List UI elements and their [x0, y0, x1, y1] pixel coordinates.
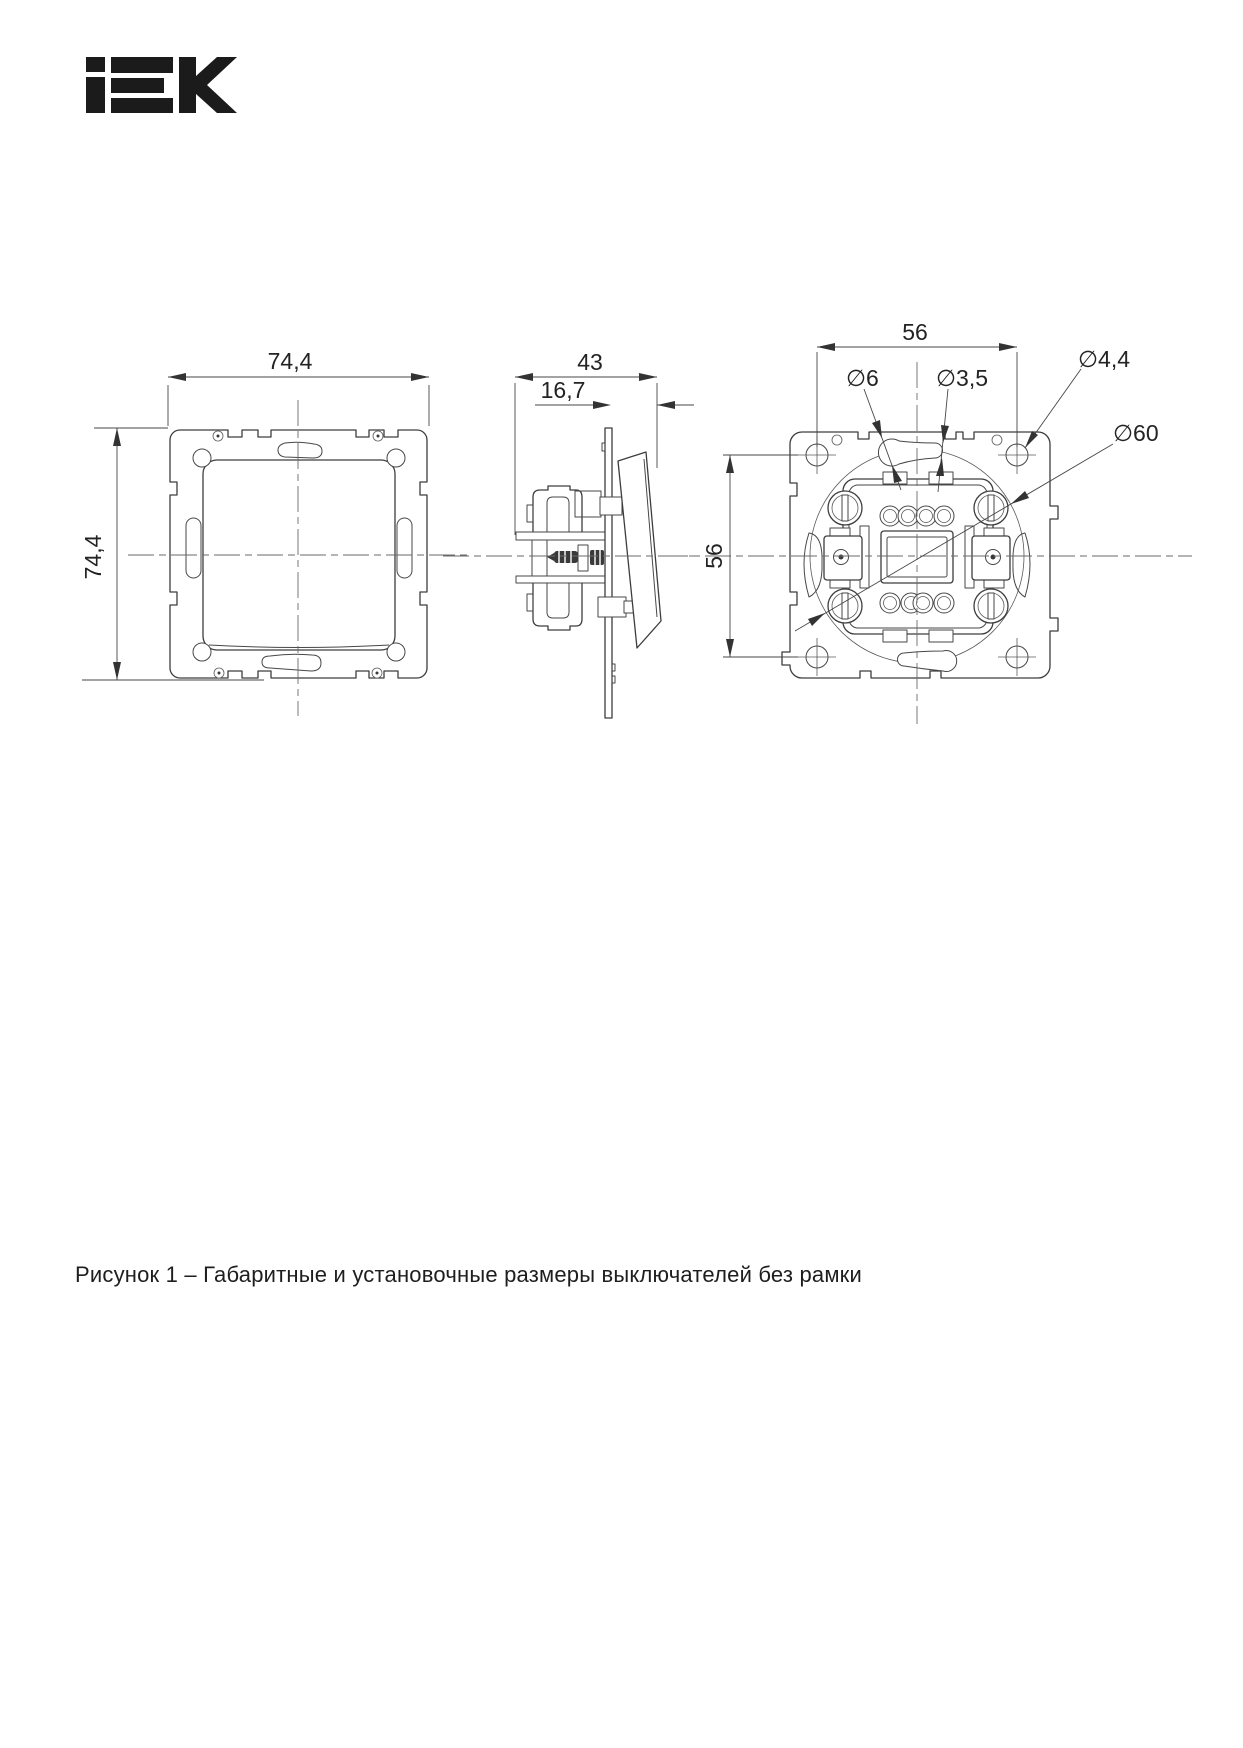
back-bottom-kidney-slot [898, 651, 957, 672]
front-width-label: 74,4 [267, 348, 313, 374]
front-right-claw-slot [397, 518, 412, 578]
slot-narrow-dia-label: ∅3,5 [936, 365, 989, 391]
side-protrusion-label: 16,7 [540, 377, 586, 403]
back-view [662, 319, 1192, 724]
side-rocker-key [618, 452, 661, 648]
left-claw [824, 526, 869, 588]
front-left-claw-slot [186, 518, 201, 578]
slot-wide-dia-label: ∅6 [846, 365, 879, 391]
figure-caption: Рисунок 1 – Габаритные и установочные размеры выключателей без рамки [75, 1262, 862, 1287]
front-bottom-kidney-slot [262, 654, 321, 671]
back-top-kidney-slot [878, 439, 942, 466]
side-mounting-plate [605, 428, 612, 718]
front-view [80, 348, 468, 716]
terminal-screws [547, 550, 604, 565]
front-height-label: 74,4 [80, 534, 106, 580]
right-claw [965, 526, 1010, 588]
side-depth-label: 43 [577, 349, 603, 375]
back-hspacing-label: 56 [902, 319, 928, 345]
side-protrusion-dimension [535, 377, 694, 409]
slot-wide-dia-leader [846, 365, 902, 490]
corner-hole-dia-label: ∅4,4 [1078, 346, 1131, 372]
support-circle-dia-label: ∅60 [1113, 420, 1159, 446]
back-vspacing-label: 56 [701, 543, 727, 569]
iek-logo [86, 57, 237, 113]
front-top-kidney-slot [278, 442, 322, 458]
front-width-dimension [168, 348, 429, 426]
side-view [443, 349, 700, 718]
